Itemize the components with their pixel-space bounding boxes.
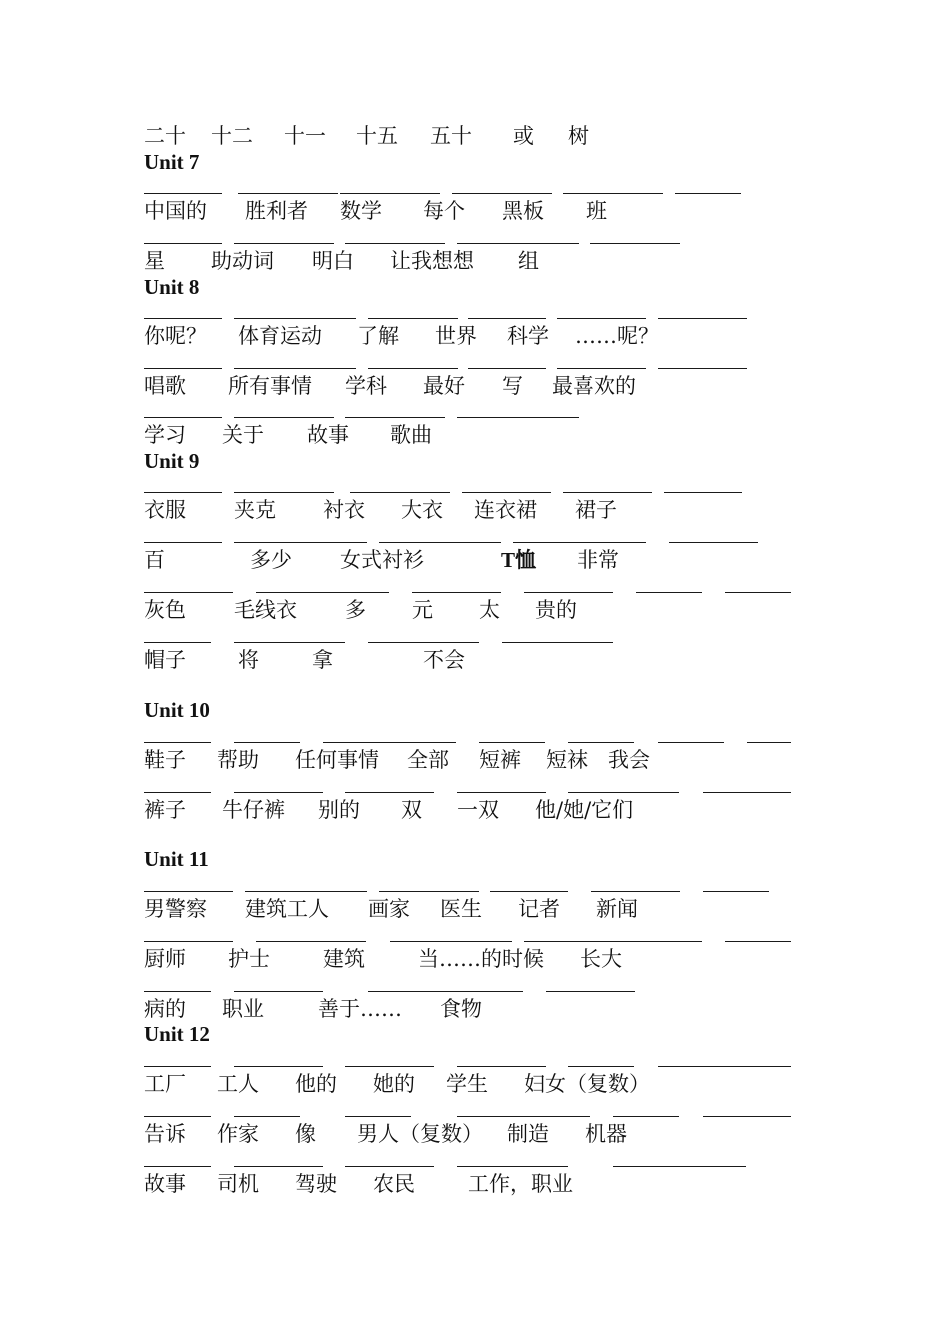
vocab-word: 帽子 bbox=[144, 648, 186, 672]
answer-blank[interactable] bbox=[703, 891, 769, 892]
vocab-word: 黑板 bbox=[502, 199, 544, 223]
answer-blank[interactable] bbox=[658, 318, 747, 319]
answer-blank[interactable] bbox=[256, 592, 389, 593]
vocab-word: 贵的 bbox=[535, 598, 577, 622]
vocab-word: 他的 bbox=[295, 1072, 337, 1096]
vocab-word: 工人 bbox=[217, 1072, 259, 1096]
vocab-word: 多 bbox=[345, 598, 366, 622]
answer-blank[interactable] bbox=[513, 542, 646, 543]
answer-blank[interactable] bbox=[144, 742, 211, 743]
answer-blank[interactable] bbox=[557, 318, 646, 319]
vocab-word: 鞋子 bbox=[144, 748, 186, 772]
unit-title: Unit 10 bbox=[144, 698, 210, 722]
answer-blank[interactable] bbox=[636, 592, 702, 593]
answer-blank[interactable] bbox=[457, 1066, 546, 1067]
vocab-word: 连衣裙 bbox=[474, 498, 537, 522]
answer-blank[interactable] bbox=[345, 1116, 411, 1117]
vocab-word: 长大 bbox=[580, 947, 622, 971]
answer-blank[interactable] bbox=[340, 193, 440, 194]
answer-blank[interactable] bbox=[144, 1066, 211, 1067]
answer-blank[interactable] bbox=[658, 742, 724, 743]
vocab-word: 帮助 bbox=[217, 748, 259, 772]
vocab-word: 故事 bbox=[144, 1172, 186, 1196]
vocab-word: 当……的时候 bbox=[418, 947, 544, 971]
answer-blank[interactable] bbox=[468, 318, 546, 319]
answer-blank[interactable] bbox=[703, 792, 791, 793]
vocab-word: 学生 bbox=[446, 1072, 488, 1096]
vocab-word: 班 bbox=[586, 199, 607, 223]
vocab-word: 作家 bbox=[217, 1122, 259, 1146]
answer-blank[interactable] bbox=[669, 542, 758, 543]
vocab-word: 星 bbox=[144, 249, 165, 273]
answer-blank[interactable] bbox=[379, 542, 501, 543]
vocab-word: 科学 bbox=[507, 324, 549, 348]
vocab-word: 灰色 bbox=[144, 598, 186, 622]
answer-blank[interactable] bbox=[490, 891, 568, 892]
vocab-word: 我会 bbox=[608, 748, 650, 772]
vocab-word: 机器 bbox=[585, 1122, 627, 1146]
vocab-word: 所有事情 bbox=[228, 374, 312, 398]
answer-blank[interactable] bbox=[144, 941, 233, 942]
vocab-word: 胜利者 bbox=[245, 199, 308, 223]
answer-blank[interactable] bbox=[457, 1116, 590, 1117]
vocab-word: 中国的 bbox=[144, 199, 207, 223]
vocab-word: ……呢？ bbox=[575, 324, 659, 348]
header-word: 十一 bbox=[284, 124, 326, 148]
answer-blank[interactable] bbox=[144, 792, 211, 793]
vocab-word: 短裤 bbox=[479, 748, 521, 772]
vocab-word: 最好 bbox=[423, 374, 465, 398]
answer-blank[interactable] bbox=[568, 792, 679, 793]
answer-blank[interactable] bbox=[502, 642, 613, 643]
vocab-word: 将 bbox=[238, 648, 259, 672]
vocab-word: 像 bbox=[295, 1122, 316, 1146]
vocab-word: 工厂 bbox=[144, 1072, 186, 1096]
vocab-word: 裤子 bbox=[144, 798, 186, 822]
answer-blank[interactable] bbox=[234, 1116, 300, 1117]
answer-blank[interactable] bbox=[524, 592, 613, 593]
vocab-word: 告诉 bbox=[144, 1122, 186, 1146]
answer-blank[interactable] bbox=[144, 492, 222, 493]
answer-blank[interactable] bbox=[368, 642, 479, 643]
answer-blank[interactable] bbox=[345, 243, 445, 244]
answer-blank[interactable] bbox=[412, 592, 501, 593]
vocab-word: 她的 bbox=[373, 1072, 415, 1096]
unit-title: Unit 8 bbox=[144, 275, 200, 299]
answer-blank[interactable] bbox=[457, 1166, 568, 1167]
header-word: 十五 bbox=[356, 124, 398, 148]
vocab-word: 世界 bbox=[435, 324, 477, 348]
vocab-word: 裙子 bbox=[575, 498, 617, 522]
answer-blank[interactable] bbox=[144, 891, 233, 892]
vocab-word: 双 bbox=[401, 798, 422, 822]
answer-blank[interactable] bbox=[368, 318, 458, 319]
vocab-word: 唱歌 bbox=[144, 374, 186, 398]
vocab-word: 学习 bbox=[144, 423, 186, 447]
answer-blank[interactable] bbox=[557, 368, 646, 369]
answer-blank[interactable] bbox=[457, 417, 579, 418]
answer-blank[interactable] bbox=[747, 742, 791, 743]
answer-blank[interactable] bbox=[144, 991, 211, 992]
unit-title: Unit 9 bbox=[144, 449, 200, 473]
answer-blank[interactable] bbox=[234, 792, 323, 793]
vocab-word: 百 bbox=[144, 548, 165, 572]
vocab-word: 记者 bbox=[518, 897, 560, 921]
vocab-word: 拿 bbox=[312, 648, 333, 672]
vocab-word: 不会 bbox=[423, 648, 465, 672]
answer-blank[interactable] bbox=[144, 1116, 211, 1117]
header-word: 树 bbox=[568, 124, 589, 148]
answer-blank[interactable] bbox=[658, 1066, 791, 1067]
answer-blank[interactable] bbox=[568, 1066, 634, 1067]
vocab-word: 最喜欢的 bbox=[552, 374, 636, 398]
vocab-word: 了解 bbox=[357, 324, 399, 348]
answer-blank[interactable] bbox=[238, 193, 338, 194]
vocab-word: 让我想想 bbox=[390, 249, 474, 273]
answer-blank[interactable] bbox=[658, 368, 747, 369]
vocab-word: 画家 bbox=[368, 897, 410, 921]
answer-blank[interactable] bbox=[675, 193, 741, 194]
vocab-word: 非常 bbox=[577, 548, 619, 572]
header-word: 五十 bbox=[430, 124, 472, 148]
vocab-word: 短袜 bbox=[546, 748, 588, 772]
vocab-word: 病的 bbox=[144, 997, 186, 1021]
vocab-word: 护士 bbox=[228, 947, 270, 971]
vocab-word: 全部 bbox=[407, 748, 449, 772]
answer-blank[interactable] bbox=[613, 1116, 679, 1117]
vocab-word: 助动词 bbox=[211, 249, 274, 273]
vocab-word: 你呢？ bbox=[144, 324, 207, 348]
vocab-word: 大衣 bbox=[401, 498, 443, 522]
unit-title: Unit 12 bbox=[144, 1022, 210, 1046]
answer-blank[interactable] bbox=[144, 368, 222, 369]
vocab-word: 一双 bbox=[457, 798, 499, 822]
vocab-word: 女式衬衫 bbox=[340, 548, 424, 572]
answer-blank[interactable] bbox=[725, 592, 791, 593]
vocab-word: 任何事情 bbox=[295, 748, 379, 772]
unit-title: Unit 7 bbox=[144, 150, 200, 174]
vocab-word: 工作，职业 bbox=[468, 1172, 573, 1196]
vocab-word: 驾驶 bbox=[295, 1172, 337, 1196]
vocab-word: 他/她/它们 bbox=[535, 798, 634, 822]
answer-blank[interactable] bbox=[144, 243, 222, 244]
vocab-word: T恤 bbox=[501, 548, 537, 572]
vocab-word: 厨师 bbox=[144, 947, 186, 971]
vocab-word: 关于 bbox=[222, 423, 264, 447]
answer-blank[interactable] bbox=[345, 1066, 434, 1067]
vocab-word: 数学 bbox=[340, 199, 382, 223]
answer-blank[interactable] bbox=[390, 941, 512, 942]
vocab-word: 多少 bbox=[250, 548, 292, 572]
vocab-word: 男警察 bbox=[144, 897, 207, 921]
vocab-word: 体育运动 bbox=[238, 324, 322, 348]
vocab-word: 衣服 bbox=[144, 498, 186, 522]
answer-blank[interactable] bbox=[234, 1166, 323, 1167]
answer-blank[interactable] bbox=[590, 243, 680, 244]
vocab-word: 善于…… bbox=[318, 997, 402, 1021]
vocab-word: 夹克 bbox=[234, 498, 276, 522]
vocab-word: 每个 bbox=[423, 199, 465, 223]
answer-blank[interactable] bbox=[323, 742, 456, 743]
vocab-word: 建筑 bbox=[323, 947, 365, 971]
vocab-word: 歌曲 bbox=[390, 423, 432, 447]
answer-blank[interactable] bbox=[144, 542, 222, 543]
vocab-word: 衬衣 bbox=[323, 498, 365, 522]
vocab-word: 明白 bbox=[312, 249, 354, 273]
answer-blank[interactable] bbox=[234, 642, 345, 643]
vocab-word: 组 bbox=[518, 249, 539, 273]
vocab-word: 元 bbox=[412, 598, 433, 622]
answer-blank[interactable] bbox=[546, 991, 635, 992]
vocab-word: 毛线衣 bbox=[234, 598, 297, 622]
vocab-word: 职业 bbox=[222, 997, 264, 1021]
vocab-word: 别的 bbox=[318, 798, 360, 822]
answer-blank[interactable] bbox=[234, 991, 323, 992]
header-word: 十二 bbox=[211, 124, 253, 148]
answer-blank[interactable] bbox=[234, 542, 367, 543]
vocab-word: 新闻 bbox=[596, 897, 638, 921]
answer-blank[interactable] bbox=[664, 492, 742, 493]
answer-blank[interactable] bbox=[452, 193, 552, 194]
answer-blank[interactable] bbox=[368, 991, 523, 992]
answer-blank[interactable] bbox=[563, 193, 663, 194]
answer-blank[interactable] bbox=[591, 891, 680, 892]
vocab-word: 故事 bbox=[307, 423, 349, 447]
answer-blank[interactable] bbox=[725, 941, 791, 942]
answer-blank[interactable] bbox=[234, 1066, 323, 1067]
vocab-word: 男人（复数） bbox=[357, 1122, 483, 1146]
answer-blank[interactable] bbox=[703, 1116, 791, 1117]
answer-blank[interactable] bbox=[234, 742, 300, 743]
answer-blank[interactable] bbox=[234, 492, 334, 493]
vocab-word: 写 bbox=[502, 374, 523, 398]
answer-blank[interactable] bbox=[234, 368, 356, 369]
vocab-word: 妇女（复数） bbox=[524, 1072, 650, 1096]
answer-blank[interactable] bbox=[345, 417, 445, 418]
vocab-word: 医生 bbox=[440, 897, 482, 921]
vocab-word: 制造 bbox=[507, 1122, 549, 1146]
answer-blank[interactable] bbox=[350, 492, 450, 493]
vocab-word: 食物 bbox=[440, 997, 482, 1021]
answer-blank[interactable] bbox=[457, 243, 579, 244]
answer-blank[interactable] bbox=[613, 1166, 746, 1167]
answer-blank[interactable] bbox=[345, 792, 434, 793]
answer-blank[interactable] bbox=[568, 742, 634, 743]
vocab-word: 建筑工人 bbox=[245, 897, 329, 921]
vocab-word: 太 bbox=[479, 598, 500, 622]
vocab-word: 学科 bbox=[345, 374, 387, 398]
answer-blank[interactable] bbox=[379, 891, 479, 892]
answer-blank[interactable] bbox=[144, 642, 211, 643]
answer-blank[interactable] bbox=[144, 193, 222, 194]
answer-blank[interactable] bbox=[468, 368, 546, 369]
answer-blank[interactable] bbox=[524, 941, 702, 942]
answer-blank[interactable] bbox=[345, 1166, 434, 1167]
answer-blank[interactable] bbox=[479, 742, 545, 743]
header-word: 或 bbox=[513, 124, 534, 148]
answer-blank[interactable] bbox=[462, 492, 551, 493]
vocab-word: 牛仔裤 bbox=[222, 798, 285, 822]
answer-blank[interactable] bbox=[234, 243, 334, 244]
vocab-word: 司机 bbox=[217, 1172, 259, 1196]
answer-blank[interactable] bbox=[234, 417, 334, 418]
answer-blank[interactable] bbox=[245, 891, 367, 892]
answer-blank[interactable] bbox=[256, 941, 366, 942]
answer-blank[interactable] bbox=[144, 318, 222, 319]
answer-blank[interactable] bbox=[457, 792, 546, 793]
answer-blank[interactable] bbox=[144, 417, 222, 418]
answer-blank[interactable] bbox=[144, 592, 233, 593]
answer-blank[interactable] bbox=[234, 318, 356, 319]
answer-blank[interactable] bbox=[368, 368, 458, 369]
answer-blank[interactable] bbox=[144, 1166, 211, 1167]
header-word: 二十 bbox=[144, 124, 186, 148]
vocab-word: 农民 bbox=[373, 1172, 415, 1196]
answer-blank[interactable] bbox=[563, 492, 652, 493]
unit-title: Unit 11 bbox=[144, 847, 209, 871]
